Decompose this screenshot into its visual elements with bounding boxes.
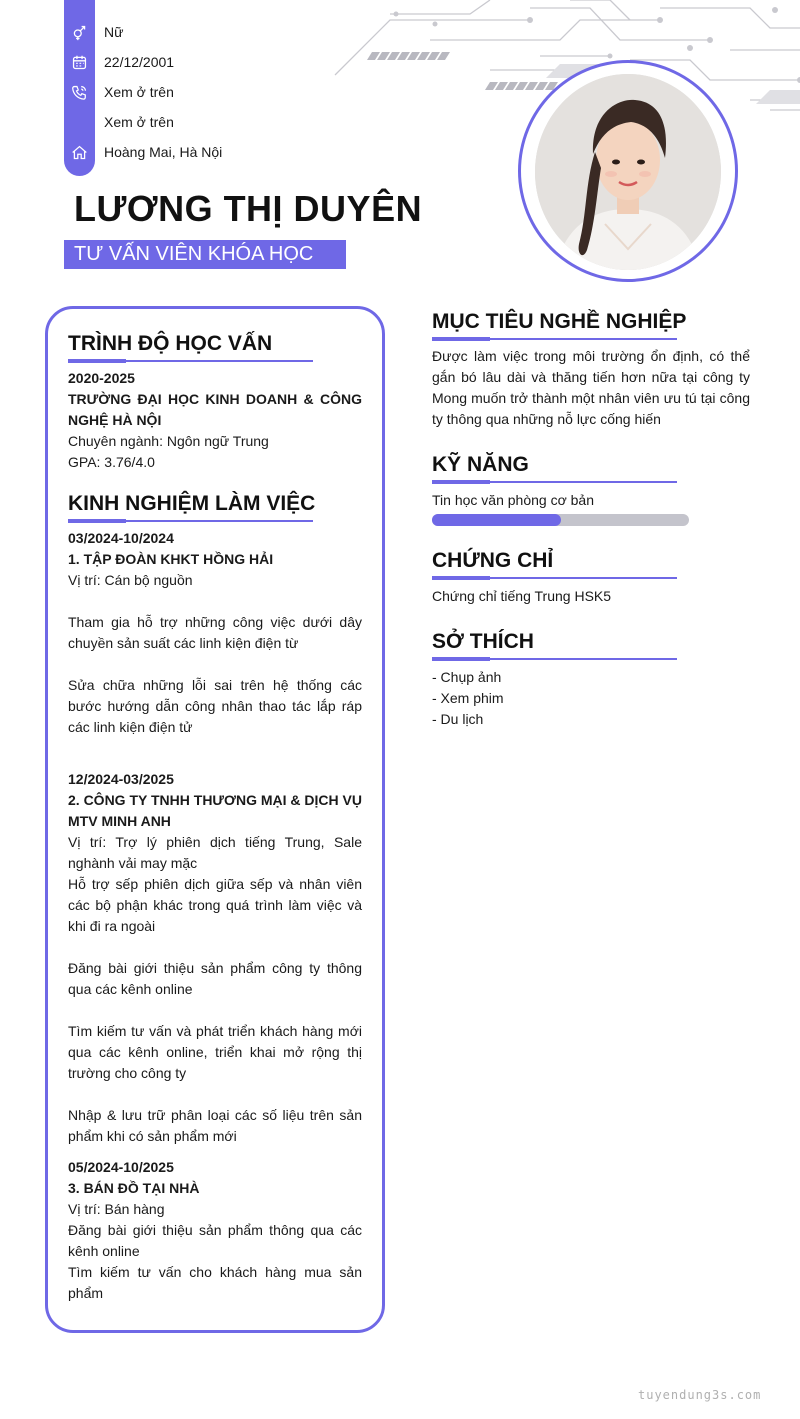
job-period: 03/2024-10/2024 (68, 530, 174, 546)
experience-heading: KINH NGHIỆM LÀM VIỆC (68, 492, 316, 515)
contact-gender (64, 17, 123, 47)
job-period: 05/2024-10/2025 (68, 1159, 174, 1175)
contact-email (64, 107, 174, 137)
hobby-item: - Xem phim (432, 690, 504, 706)
job-company: 1. TẬP ĐOÀN KHKT HỒNG HẢI (68, 551, 274, 567)
job-detail: Đăng bài giới thiệu sản phẩm thông qua các kênh online (68, 1222, 362, 1259)
certificates-divider (432, 577, 677, 579)
hobbies-list (432, 667, 750, 730)
education-period: 2020-2025 (68, 370, 135, 386)
hobbies-heading: SỞ THÍCH (432, 630, 534, 653)
certificate-item: Chứng chỉ tiếng Trung HSK5 (432, 588, 612, 604)
education-divider (68, 360, 313, 362)
education-heading: TRÌNH ĐỘ HỌC VẤN (68, 332, 273, 355)
skills-heading: KỸ NĂNG (432, 453, 529, 476)
address-text: Hoàng Mai, Hà Nội (104, 144, 223, 160)
avatar (535, 74, 721, 270)
hobbies-divider (432, 658, 677, 660)
skill-name: Tin học văn phòng cơ bản (432, 492, 594, 508)
watermark: tuyendung3s.com (638, 1388, 762, 1402)
experience-job-2 (68, 769, 362, 1147)
phone-icon (64, 84, 95, 101)
job-position: Vị trí: Cán bộ nguồn (68, 572, 193, 588)
job-detail: Hỗ trợ sếp phiên dịch giữa sếp và nhân viên các bộ phận khác trong quá trình làm việc và khi đi ra ngoài (68, 876, 362, 934)
education-school: TRƯỜNG ĐẠI HỌC KINH DOANH & CÔNG NGHỆ HÀ NỘI (68, 391, 362, 428)
email-text: Xem ở trên (104, 114, 174, 130)
objective-divider (432, 338, 677, 340)
hobby-item: - Du lịch (432, 711, 484, 727)
candidate-name: LƯƠNG THỊ DUYÊN (74, 188, 423, 229)
job-period: 12/2024-03/2025 (68, 771, 174, 787)
phone-text: Xem ở trên (104, 84, 174, 100)
objective-heading: MỤC TIÊU NGHỀ NGHIỆP (432, 310, 687, 333)
job-detail: Đăng bài giới thiệu sản phẩm công ty thông qua các kênh online (68, 960, 362, 997)
job-title-banner: TƯ VẤN VIÊN KHÓA HỌC (64, 240, 346, 269)
contact-address (64, 137, 222, 167)
experience-divider (68, 520, 313, 522)
skills-divider (432, 481, 677, 483)
job-company: 2. CÔNG TY TNHH THƯƠNG MẠI & DỊCH VỤ MTV MINH ANH (68, 792, 362, 829)
contact-birthday (64, 47, 174, 77)
job-detail: Tìm kiếm tư vấn cho khách hàng mua sản phẩm (68, 1264, 362, 1301)
experience-job-1 (68, 528, 362, 738)
calendar-icon (64, 54, 95, 71)
contact-phone (64, 77, 174, 107)
job-position: Vị trí: Bán hàng (68, 1201, 165, 1217)
home-icon (64, 144, 95, 161)
skill-bar-track (432, 514, 689, 526)
birthday-text: 22/12/2001 (104, 54, 175, 70)
education-section (68, 368, 362, 473)
certificates-heading: CHỨNG CHỈ (432, 549, 554, 572)
job-detail: Nhập & lưu trữ phân loại các số liệu trên sản phẩm khi có sản phẩm mới (68, 1107, 362, 1144)
job-detail: Tìm kiếm tư vấn và phát triển khách hàng mới qua các kênh online, triển khai mở rộng thị trường cho công ty (68, 1023, 362, 1081)
job-detail: Tham gia hỗ trợ những công việc dưới dây chuyền sản suất các linh kiện điện từ (68, 614, 362, 651)
job-detail: Sửa chữa những lỗi sai trên hệ thống các bước hướng dẫn công nhân thao tác lắp ráp các linh kiện điện tử (68, 677, 362, 735)
skill-bar-fill (432, 514, 561, 526)
education-major: Chuyên ngành: Ngôn ngữ Trung (68, 433, 269, 449)
gender-icon (64, 24, 95, 41)
education-gpa: GPA: 3.76/4.0 (68, 454, 155, 470)
job-position: Vị trí: Trợ lý phiên dịch tiếng Trung, Sale nghành vải may mặc (68, 834, 362, 871)
job-company: 3. BÁN ĐỒ TẠI NHÀ (68, 1180, 200, 1196)
gender-text: Nữ (104, 24, 124, 40)
objective-text: Được làm việc trong môi trường ổn định, có thể gắn bó lâu dài và thăng tiến hơn nữa tại công ty Mong muốn trở thành một nhân viên ưu tú tại công ty thông qua những nỗ lực cống hiến (432, 348, 750, 427)
experience-job-3 (68, 1157, 362, 1304)
hobby-item: - Chụp ảnh (432, 669, 502, 685)
